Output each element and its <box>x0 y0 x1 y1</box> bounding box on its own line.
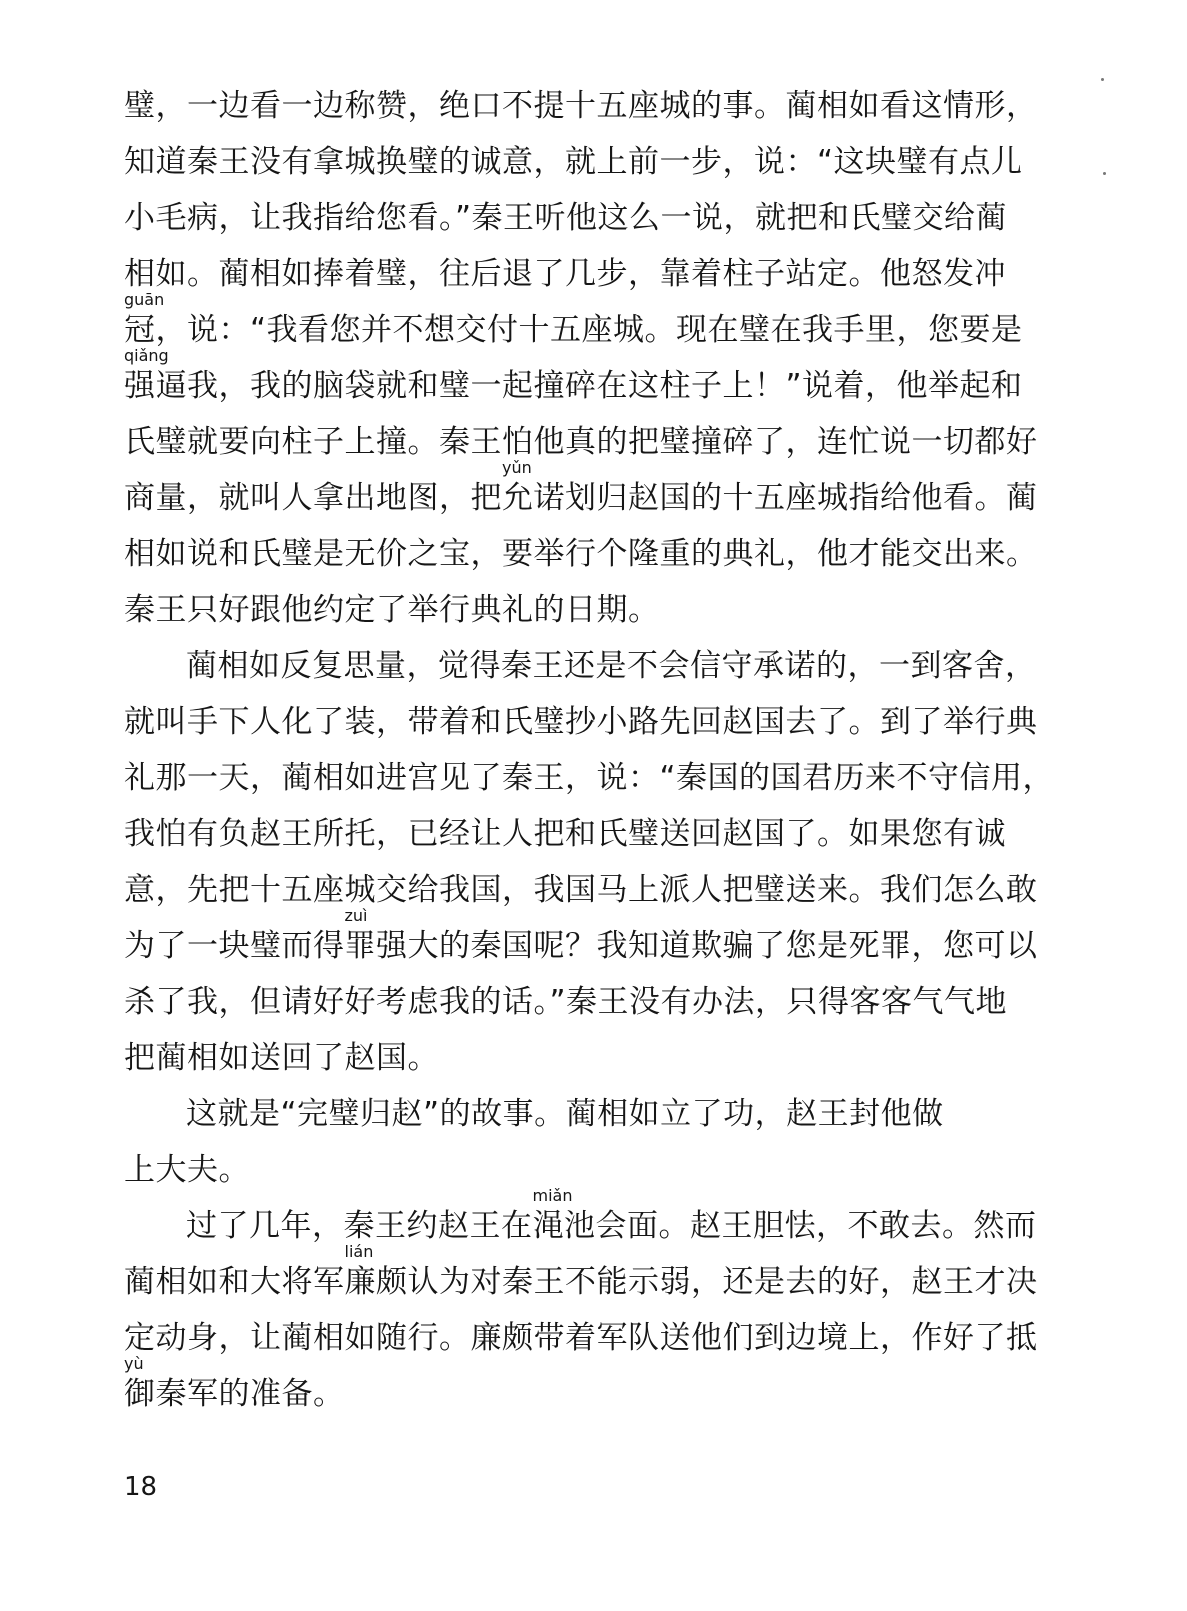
pinyin-annotation: yǔn <box>502 458 532 477</box>
line-text: 秦军的准备。 <box>155 1376 345 1412</box>
line-text: 诺划归赵国的十五座城指给他看。蔺 <box>533 480 1038 516</box>
pinyin-annotation: zuì <box>344 906 368 925</box>
line-text: 强大的秦国呢？我知道欺骗了您是死罪，您可以 <box>376 928 1038 964</box>
text-line <box>124 458 1038 526</box>
annotated-character <box>532 1186 573 1244</box>
text-line <box>124 526 1038 582</box>
line-text: 这就是“完璧归赵”的故事。蔺相如立了功，赵王封他做 <box>186 1096 944 1132</box>
character: 冠 <box>124 312 156 348</box>
text-line <box>124 1086 984 1142</box>
line-text: 把蔺相如送回了赵国。 <box>124 1040 439 1076</box>
line-text: 小毛病，让我指给您看。”秦王听他这么一说，就把和氏璧交给蔺 <box>124 200 1008 236</box>
line-text: 蔺相如和大将军 <box>124 1264 345 1300</box>
text-line <box>124 190 1008 246</box>
text-line <box>124 1354 984 1422</box>
line-text: 蔺相如反复思量，觉得秦王还是不会信守承诺的，一到客舍， <box>186 648 1037 684</box>
story-text <box>124 78 1055 1422</box>
text-line <box>124 582 984 638</box>
character: 廉 <box>344 1264 376 1300</box>
text-line <box>124 246 1006 302</box>
pinyin-annotation: miǎn <box>532 1186 573 1205</box>
annotated-character <box>124 1354 156 1412</box>
text-line <box>124 1030 984 1086</box>
character: 御 <box>124 1376 156 1412</box>
scan-speck <box>1101 78 1104 81</box>
line-text: 相如说和氏璧是无价之宝，要举行个隆重的典礼，他才能交出来。 <box>124 536 1038 572</box>
line-text: 秦王只好跟他约定了举行典礼的日期。 <box>124 592 660 628</box>
line-text: 意，先把十五座城交给我国，我国马上派人把璧送来。我们怎么敢 <box>124 872 1038 908</box>
character: 罪 <box>344 928 376 964</box>
text-line <box>124 974 1008 1030</box>
page-number: 18 <box>124 1472 158 1502</box>
line-text: 相如。蔺相如捧着璧，往后退了几步，靠着柱子站定。他怒发冲 <box>124 256 1006 292</box>
line-text: 知道秦王没有拿城换璧的诚意，就上前一步，说：“这块璧有点儿 <box>124 144 1023 180</box>
line-text: 上大夫。 <box>124 1152 250 1188</box>
pinyin-annotation: yù <box>124 1354 144 1373</box>
text-line <box>124 750 1055 806</box>
text-line <box>124 638 1037 694</box>
line-text: 杀了我，但请好好考虑我的话。”秦王没有办法，只得客客气气地 <box>124 984 1008 1020</box>
pinyin-annotation: lián <box>344 1242 374 1261</box>
text-line <box>124 78 1038 134</box>
text-line <box>124 134 1023 190</box>
annotated-character <box>344 1242 377 1300</box>
line-text: 逼我，我的脑袋就和璧一起撞碎在这柱子上！”说着，他举起和 <box>155 368 1023 404</box>
line-text: 礼那一天，蔺相如进宫见了秦王，说：“秦国的国君历来不守信用， <box>124 760 1055 796</box>
scan-speck <box>1103 172 1106 175</box>
text-line <box>124 1242 1038 1310</box>
annotated-character <box>502 458 534 516</box>
line-text: 定动身，让蔺相如随行。廉颇带着军队送他们到边境上，作好了抵 <box>124 1320 1038 1356</box>
text-line <box>124 346 1023 414</box>
text-line <box>124 1310 1038 1366</box>
annotated-character <box>344 906 377 964</box>
character: 渑 <box>532 1208 564 1244</box>
text-line <box>124 1186 1037 1254</box>
line-text: 为了一块璧而得 <box>124 928 345 964</box>
text-line <box>124 694 1038 750</box>
pinyin-annotation: guān <box>124 290 165 309</box>
line-text: 过了几年，秦王约赵王在 <box>186 1208 533 1244</box>
line-text: 商量，就叫人拿出地图，把 <box>124 480 502 516</box>
line-text: 璧，一边看一边称赞，绝口不提十五座城的事。蔺相如看这情形， <box>124 88 1038 124</box>
line-text: 我怕有负赵王所托，已经让人把和氏璧送回赵国了。如果您有诚 <box>124 816 1006 852</box>
annotated-character <box>124 290 165 348</box>
text-line <box>124 414 1038 470</box>
pinyin-annotation: qiǎng <box>124 346 169 365</box>
line-text: 池会面。赵王胆怯，不敢去。然而 <box>564 1208 1037 1244</box>
annotated-character <box>124 346 169 404</box>
text-line <box>124 906 1038 974</box>
character: 允 <box>502 480 534 516</box>
character: 强 <box>124 368 156 404</box>
line-text: ，说：“我看您并不想交付十五座城。现在璧在我手里，您要是 <box>155 312 1023 348</box>
text-line <box>124 862 1038 918</box>
text-line <box>124 290 1023 358</box>
line-text: 颇认为对秦王不能示弱，还是去的好，赵王才决 <box>376 1264 1038 1300</box>
line-text: 就叫手下人化了装，带着和氏璧抄小路先回赵国去了。到了举行典 <box>124 704 1038 740</box>
line-text: 氏璧就要向柱子上撞。秦王怕他真的把璧撞碎了，连忙说一切都好 <box>124 424 1038 460</box>
text-line <box>124 806 1006 862</box>
